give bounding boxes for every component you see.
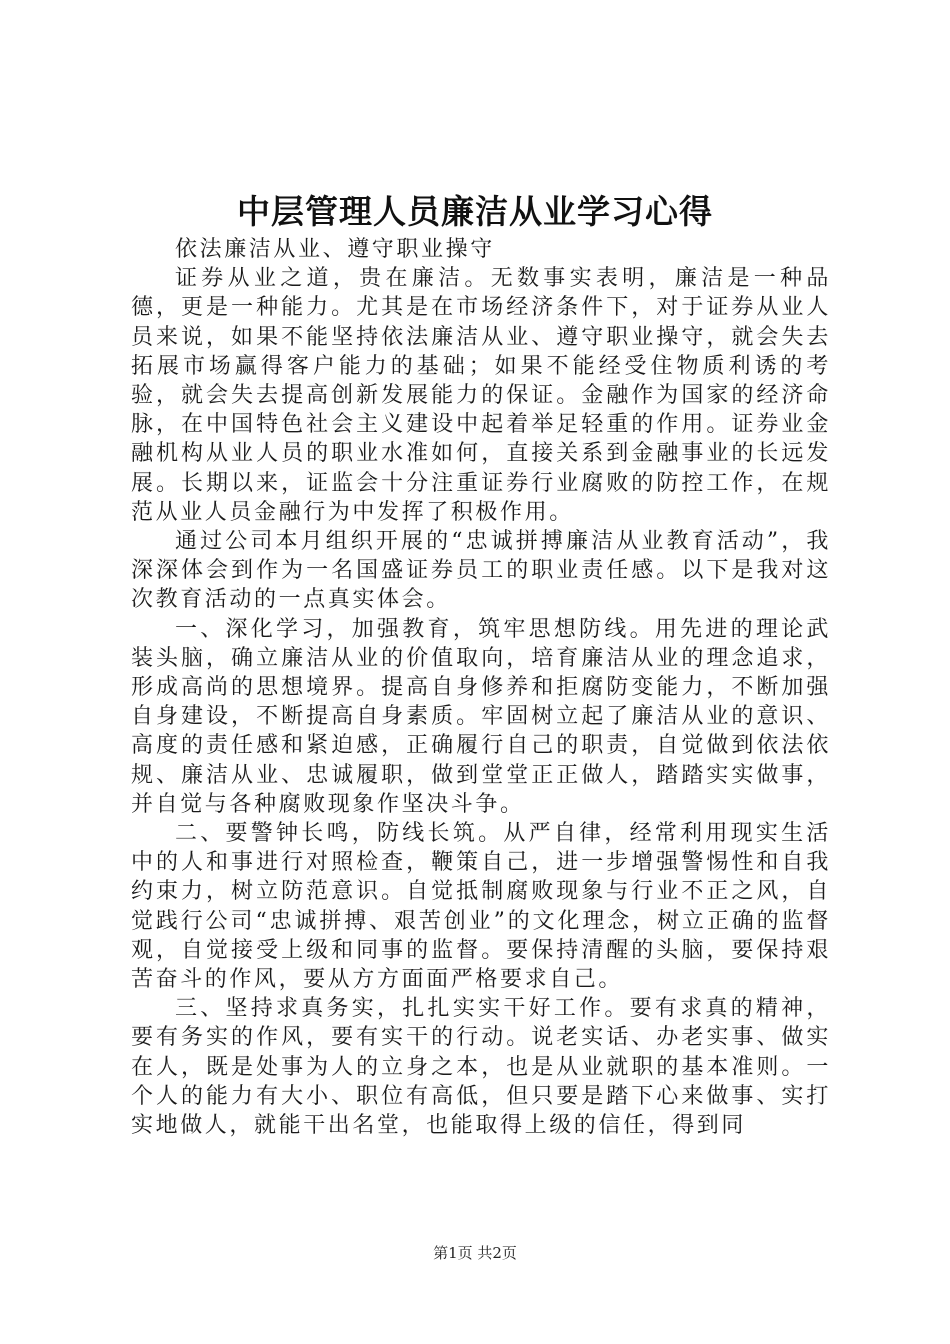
document-body — [131, 235, 831, 1140]
document-title: 中层管理人员廉洁从业学习心得 — [237, 192, 713, 231]
body-paragraph: 通过公司本月组织开展的“忠诚拼搏廉洁从业教育活动”，我深深体会到作为一名国盛证券员工的职业责任感。以下是我对这次教育活动的一点真实体会。 — [131, 529, 831, 613]
body-paragraph: 三、坚持求真务实，扎扎实实干好工作。要有求真的精神，要有务实的作风，要有实干的行动。说老实话、办老实事、做实在人，既是处事为人的立身之本，也是从业就职的基本准则。一个人的能力有大小、职位有高低，但只要是踏下心来做事、实打实地做人，就能干出名堂，也能取得上级的信任，得到同 — [131, 996, 831, 1139]
body-paragraph: 一、深化学习，加强教育，筑牢思想防线。用先进的理论武装头脑，确立廉洁从业的价值取向，培育廉洁从业的理念追求，形成高尚的思想境界。提高自身修养和拒腐防变能力，不断加强自身建设，不断提高自身素质。牢固树立起了廉洁从业的意识、高度的责任感和紧迫感，正确履行自己的职责，自觉做到依法依规、廉洁从业、忠诚履职，做到堂堂正正做人，踏踏实实做事，并自觉与各种腐败现象作坚决斗争。 — [131, 616, 831, 817]
section-heading: 依法廉洁从业、遵守职业操守 — [175, 237, 495, 262]
body-paragraph: 证券从业之道，贵在廉洁。无数事实表明，廉洁是一种品德，更是一种能力。尤其是在市场经济条件下，对于证券从业人员来说，如果不能坚持依法廉洁从业、遵守职业操守，就会失去拓展市场赢得客户能力的基础；如果不能经受住物质利诱的考验，就会失去提高创新发展能力的保证。金融作为国家的经济命脉，在中国特色社会主义建设中起着举足轻重的作用。证券业金融机构从业人员的职业水准如何，直接关系到金融事业的长远发展。长期以来，证监会十分注重证券行业腐败的防控工作，在规范从业人员金融行为中发挥了积极作用。 — [131, 266, 831, 525]
page-number-footer: 第1页 共2页 — [433, 1244, 517, 1262]
body-paragraph: 二、要警钟长鸣，防线长筑。从严自律，经常利用现实生活中的人和事进行对照检查，鞭策自己，进一步增强警惕性和自我约束力，树立防范意识。自觉抵制腐败现象与行业不正之风，自觉践行公司“忠诚拼搏、艰苦创业”的文化理念，树立正确的监督观，自觉接受上级和同事的监督。要保持清醒的头脑，要保持艰苦奋斗的作风，要从方方面面严格要求自己。 — [131, 821, 831, 993]
